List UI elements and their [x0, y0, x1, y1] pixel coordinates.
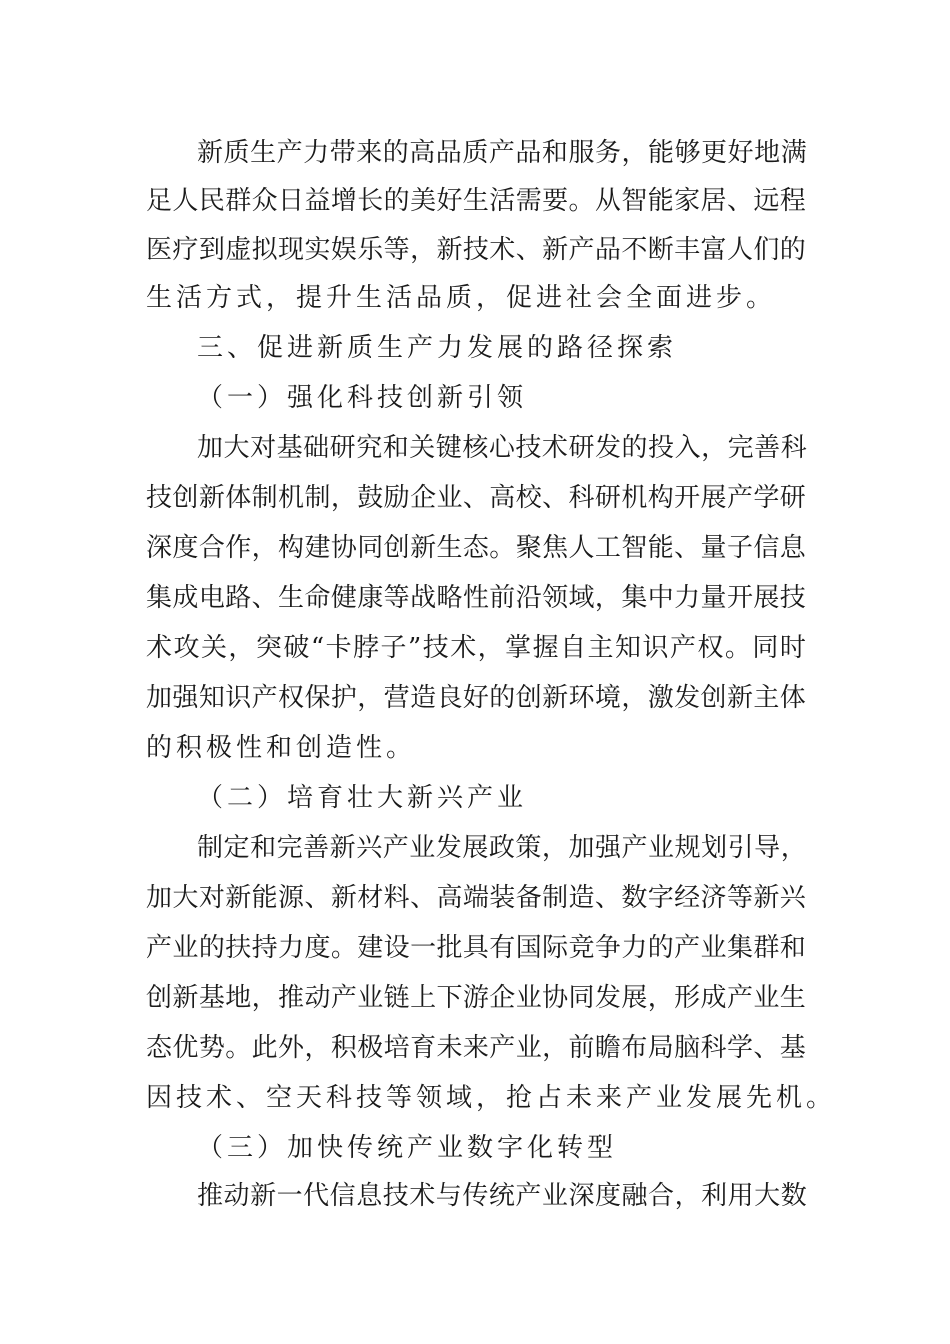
text-line: 的积极性和创造性。 — [146, 733, 417, 763]
text-line: 深 度 合 作 ， 构 建 协 同 创 新 生 态 。 聚 焦 人 工 智 能 、 量 子 信 息 — [146, 533, 806, 563]
text-line: 态 优 势 。 此 外 ， 积 极 培 育 未 来 产 业 ， 前 瞻 布 局 脑 科 学 、 基 — [146, 1033, 806, 1063]
text-line: 术 攻 关 ， 突 破 “ 卡 脖 子 ” 技 术 ， 掌 握 自 主 知 识 产 权 。 同 时 — [146, 633, 806, 663]
text-line: 足 人 民 群 众 日 益 增 长 的 美 好 生 活 需 要 。 从 智 能 家 居 、 远 程 — [146, 186, 806, 216]
text-line: 因技术、空天科技等领域，抢占未来产业发展先机。 — [146, 1083, 837, 1113]
text-line: 创 新 基 地 ， 推 动 产 业 链 上 下 游 企 业 协 同 发 展 ， 形 成 产 业 生 — [146, 983, 806, 1013]
subsection-heading: （二）培育壮大新兴产业 — [197, 783, 528, 813]
text-line: 推 动 新 一 代 信 息 技 术 与 传 统 产 业 深 度 融 合 ， 利 用 大 数 — [197, 1181, 807, 1211]
text-line: 集 成 电 路 、 生 命 健 康 等 战 略 性 前 沿 领 域 ， 集 中 力 量 开 展 技 — [146, 583, 806, 613]
text-line: 生活方式，提升生活品质，促进社会全面进步。 — [146, 283, 777, 313]
section-heading: 三、促进新质生产力发展的路径探索 — [197, 333, 678, 363]
text-line: 新 质 生 产 力 带 来 的 高 品 质 产 品 和 服 务 ， 能 够 更 好 地 满 — [197, 138, 807, 168]
text-line: 加 大 对 新 能 源 、 新 材 料 、 高 端 装 备 制 造 、 数 字 经 济 等 新 兴 — [146, 883, 806, 913]
text-line: 医 疗 到 虚 拟 现 实 娱 乐 等 ， 新 技 术 、 新 产 品 不 断 丰 富 人 们 的 — [146, 235, 806, 265]
text-line: 技 创 新 体 制 机 制 ， 鼓 励 企 业 、 高 校 、 科 研 机 构 开 展 产 学 研 — [146, 483, 806, 513]
text-line: 加 强 知 识 产 权 保 护 ， 营 造 良 好 的 创 新 环 境 ， 激 发 创 新 主 体 — [146, 683, 806, 713]
text-line: 加 大 对 基 础 研 究 和 关 键 核 心 技 术 研 发 的 投 入 ， 完 善 科 — [197, 433, 807, 463]
text-line: 产 业 的 扶 持 力 度 。 建 设 一 批 具 有 国 际 竞 争 力 的 产 业 集 群 和 — [146, 933, 806, 963]
text-line: 制 定 和 完 善 新 兴 产 业 发 展 政 策 ， 加 强 产 业 规 划 引 导 ， — [197, 833, 807, 863]
subsection-heading: （三）加快传统产业数字化转型 — [197, 1133, 618, 1163]
subsection-heading: （一）强化科技创新引领 — [197, 383, 528, 413]
